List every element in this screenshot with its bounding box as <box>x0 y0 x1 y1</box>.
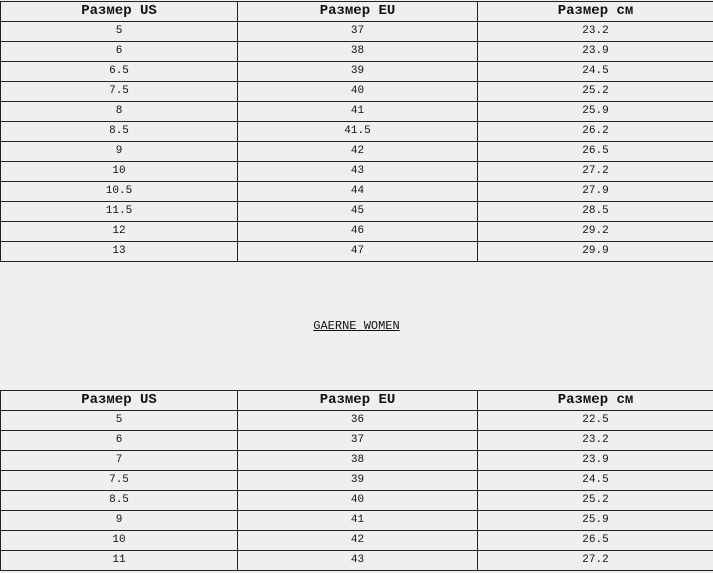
cell-size-us: 11 <box>1 551 238 571</box>
cell-size-cm: 25.2 <box>478 82 713 102</box>
table-row <box>1 431 713 451</box>
cell-size-eu: 36 <box>238 411 478 431</box>
table-row <box>1 22 713 42</box>
cell-size-cm: 24.5 <box>478 471 713 491</box>
cell-size-us: 8.5 <box>1 491 238 511</box>
cell-size-cm: 25.9 <box>478 102 713 122</box>
table-row <box>1 142 713 162</box>
table-row <box>1 122 713 142</box>
cell-size-eu: 41.5 <box>238 122 478 142</box>
cell-size-eu: 40 <box>238 82 478 102</box>
women-size-table <box>0 390 713 571</box>
cell-size-us: 9 <box>1 511 238 531</box>
cell-size-eu: 38 <box>238 42 478 62</box>
cell-size-us: 7.5 <box>1 471 238 491</box>
table-row <box>1 82 713 102</box>
cell-size-us: 9 <box>1 142 238 162</box>
table-row <box>1 551 713 571</box>
cell-size-cm: 27.2 <box>478 551 713 571</box>
cell-size-eu: 40 <box>238 491 478 511</box>
cell-size-eu: 43 <box>238 551 478 571</box>
cell-size-cm: 26.2 <box>478 122 713 142</box>
cell-size-cm: 22.5 <box>478 411 713 431</box>
table-row <box>1 511 713 531</box>
table-row <box>1 42 713 62</box>
cell-size-eu: 47 <box>238 242 478 262</box>
table-row <box>1 491 713 511</box>
cell-size-cm: 26.5 <box>478 142 713 162</box>
cell-size-us: 7 <box>1 451 238 471</box>
cell-size-us: 10 <box>1 162 238 182</box>
cell-size-cm: 23.2 <box>478 22 713 42</box>
header-size-eu: Размер EU <box>238 391 478 411</box>
cell-size-us: 8 <box>1 102 238 122</box>
cell-size-cm: 28.5 <box>478 202 713 222</box>
cell-size-us: 7.5 <box>1 82 238 102</box>
table-row <box>1 531 713 551</box>
cell-size-us: 6 <box>1 42 238 62</box>
header-size-cm: Размер см <box>478 391 713 411</box>
cell-size-cm: 23.9 <box>478 42 713 62</box>
cell-size-eu: 41 <box>238 511 478 531</box>
table-row <box>1 242 713 262</box>
cell-size-eu: 42 <box>238 142 478 162</box>
header-size-us: Размер US <box>1 2 238 22</box>
cell-size-eu: 42 <box>238 531 478 551</box>
men-size-table <box>0 1 713 262</box>
cell-size-cm: 26.5 <box>478 531 713 551</box>
cell-size-us: 13 <box>1 242 238 262</box>
cell-size-eu: 37 <box>238 22 478 42</box>
cell-size-eu: 39 <box>238 62 478 82</box>
cell-size-cm: 29.2 <box>478 222 713 242</box>
cell-size-cm: 23.9 <box>478 451 713 471</box>
cell-size-eu: 41 <box>238 102 478 122</box>
table-row <box>1 182 713 202</box>
table-row <box>1 471 713 491</box>
cell-size-eu: 45 <box>238 202 478 222</box>
cell-size-cm: 25.2 <box>478 491 713 511</box>
table-row <box>1 411 713 431</box>
table-row <box>1 222 713 242</box>
header-size-cm: Размер см <box>478 2 713 22</box>
cell-size-us: 8.5 <box>1 122 238 142</box>
header-size-eu: Размер EU <box>238 2 478 22</box>
cell-size-us: 10 <box>1 531 238 551</box>
table-header-row <box>1 2 713 22</box>
table-header-row <box>1 391 713 411</box>
women-section-title: GAERNE WOMEN <box>313 319 400 333</box>
cell-size-eu: 39 <box>238 471 478 491</box>
cell-size-cm: 27.9 <box>478 182 713 202</box>
cell-size-cm: 24.5 <box>478 62 713 82</box>
table-row <box>1 451 713 471</box>
cell-size-eu: 44 <box>238 182 478 202</box>
cell-size-us: 6.5 <box>1 62 238 82</box>
cell-size-cm: 23.2 <box>478 431 713 451</box>
cell-size-us: 6 <box>1 431 238 451</box>
table-row <box>1 62 713 82</box>
cell-size-us: 5 <box>1 411 238 431</box>
table-row <box>1 202 713 222</box>
header-size-us: Размер US <box>1 391 238 411</box>
cell-size-us: 11.5 <box>1 202 238 222</box>
cell-size-eu: 37 <box>238 431 478 451</box>
cell-size-eu: 46 <box>238 222 478 242</box>
cell-size-us: 5 <box>1 22 238 42</box>
cell-size-us: 12 <box>1 222 238 242</box>
cell-size-cm: 29.9 <box>478 242 713 262</box>
cell-size-cm: 27.2 <box>478 162 713 182</box>
cell-size-eu: 38 <box>238 451 478 471</box>
cell-size-eu: 43 <box>238 162 478 182</box>
table-row <box>1 162 713 182</box>
cell-size-us: 10.5 <box>1 182 238 202</box>
cell-size-cm: 25.9 <box>478 511 713 531</box>
table-row <box>1 102 713 122</box>
